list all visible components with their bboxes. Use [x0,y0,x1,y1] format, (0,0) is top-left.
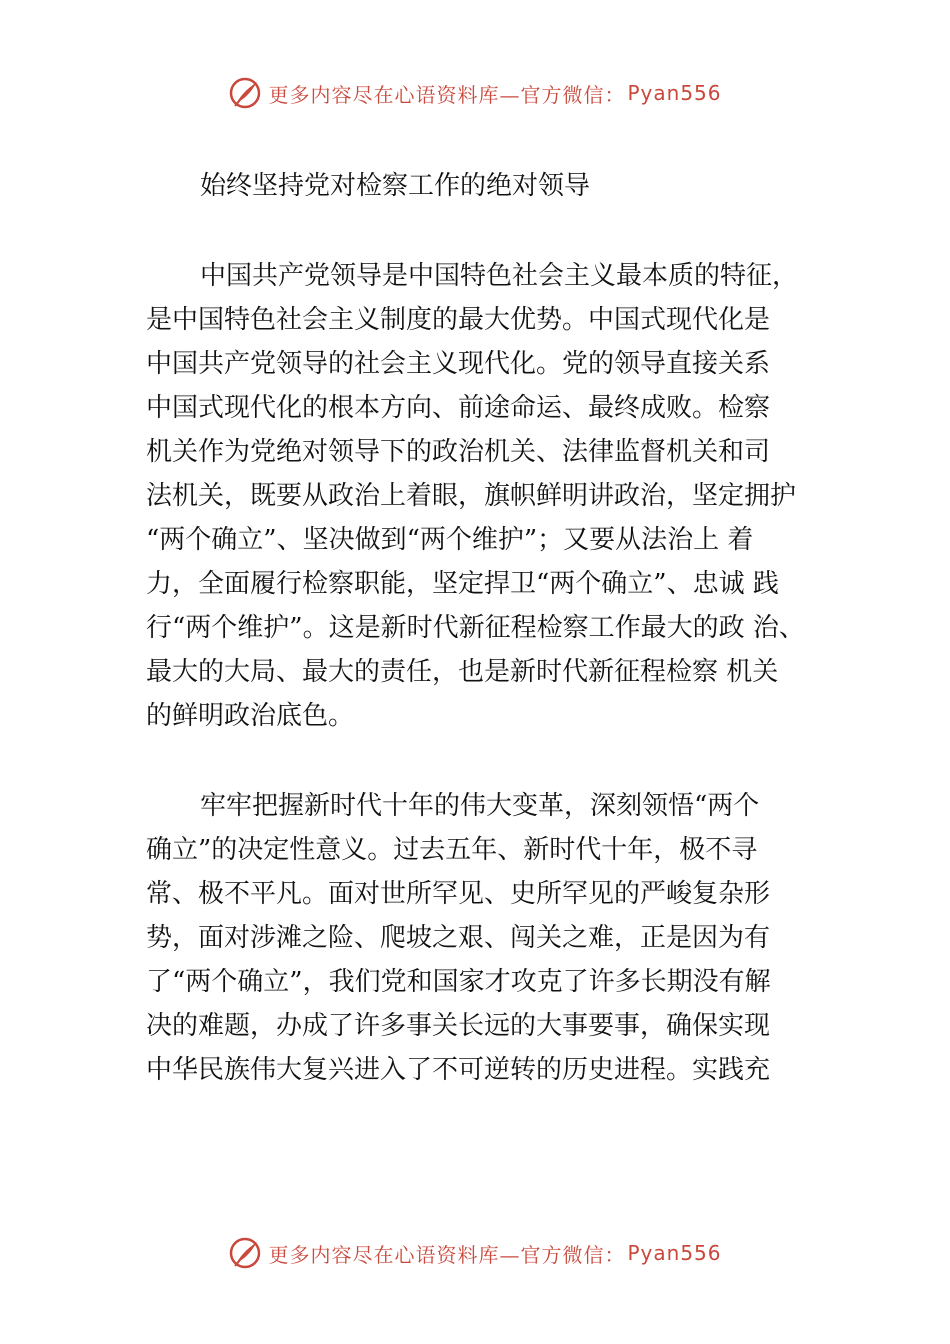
paragraph-line: 中华民族伟大复兴进入了不可逆转的历史进程。实践充 [146,1055,771,1085]
paragraph-line: “两个确立”、坚决做到“两个维护”；又要从法治上 着 [146,525,754,555]
paragraph-line: 中国式现代化的根本方向、前途命运、最终成败。检察 [146,393,771,423]
paragraph-line: 决的难题，办成了许多事关长远的大事要事，确保实现 [146,1011,771,1041]
watermark-wechat-id: Pyan556 [627,1241,722,1265]
paragraph-2 [146,784,836,1092]
paragraph-line: 的鲜明政治底色。 [146,701,355,731]
paragraph-1 [146,254,836,738]
paragraph-line: 是中国特色社会主义制度的最大优势。中国式现代化是 [146,305,771,335]
paragraph-line: 中国共产党领导的社会主义现代化。党的领导直接关系 [146,349,771,379]
paragraph-line: 势，面对涉滩之险、爬坡之艰、闯关之难，正是因为有 [146,923,771,953]
paragraph-line: 常、极不平凡。面对世所罕见、史所罕见的严峻复杂形 [146,879,771,909]
watermark-text: 更多内容尽在心语资料库—官方微信： [268,82,626,107]
paragraph-line: 机关作为党绝对领导下的政治机关、法律监督机关和司 [146,437,771,467]
paragraph-line: 牢牢把握新时代十年的伟大变革，深刻领悟“两个 [200,791,760,821]
quill-logo-icon [228,76,262,110]
document-title: 始终坚持党对检察工作的绝对领导 [200,171,591,201]
header-watermark [0,73,950,113]
paragraph-line: 了“两个确立”，我们党和国家才攻克了许多长期没有解 [146,967,771,997]
watermark-wechat-id: Pyan556 [627,81,722,105]
paragraph-line: 最大的大局、最大的责任，也是新时代新征程检察 机关 [146,657,779,687]
footer-watermark [0,1233,950,1273]
quill-logo-icon [228,1236,262,1270]
paragraph-line: 法机关，既要从政治上着眼，旗帜鲜明讲政治，坚定拥护 [146,481,797,511]
paragraph-line: 行“两个维护”。这是新时代新征程检察工作最大的政 治、 [146,613,805,643]
watermark-text: 更多内容尽在心语资料库—官方微信： [268,1242,626,1267]
paragraph-line: 确立”的决定性意义。过去五年、新时代十年，极不寻 [146,835,758,865]
paragraph-line: 力，全面履行检察职能，坚定捍卫“两个确立”、忠诚 践 [146,569,779,599]
paragraph-line: 中国共产党领导是中国特色社会主义最本质的特征， [200,261,799,291]
